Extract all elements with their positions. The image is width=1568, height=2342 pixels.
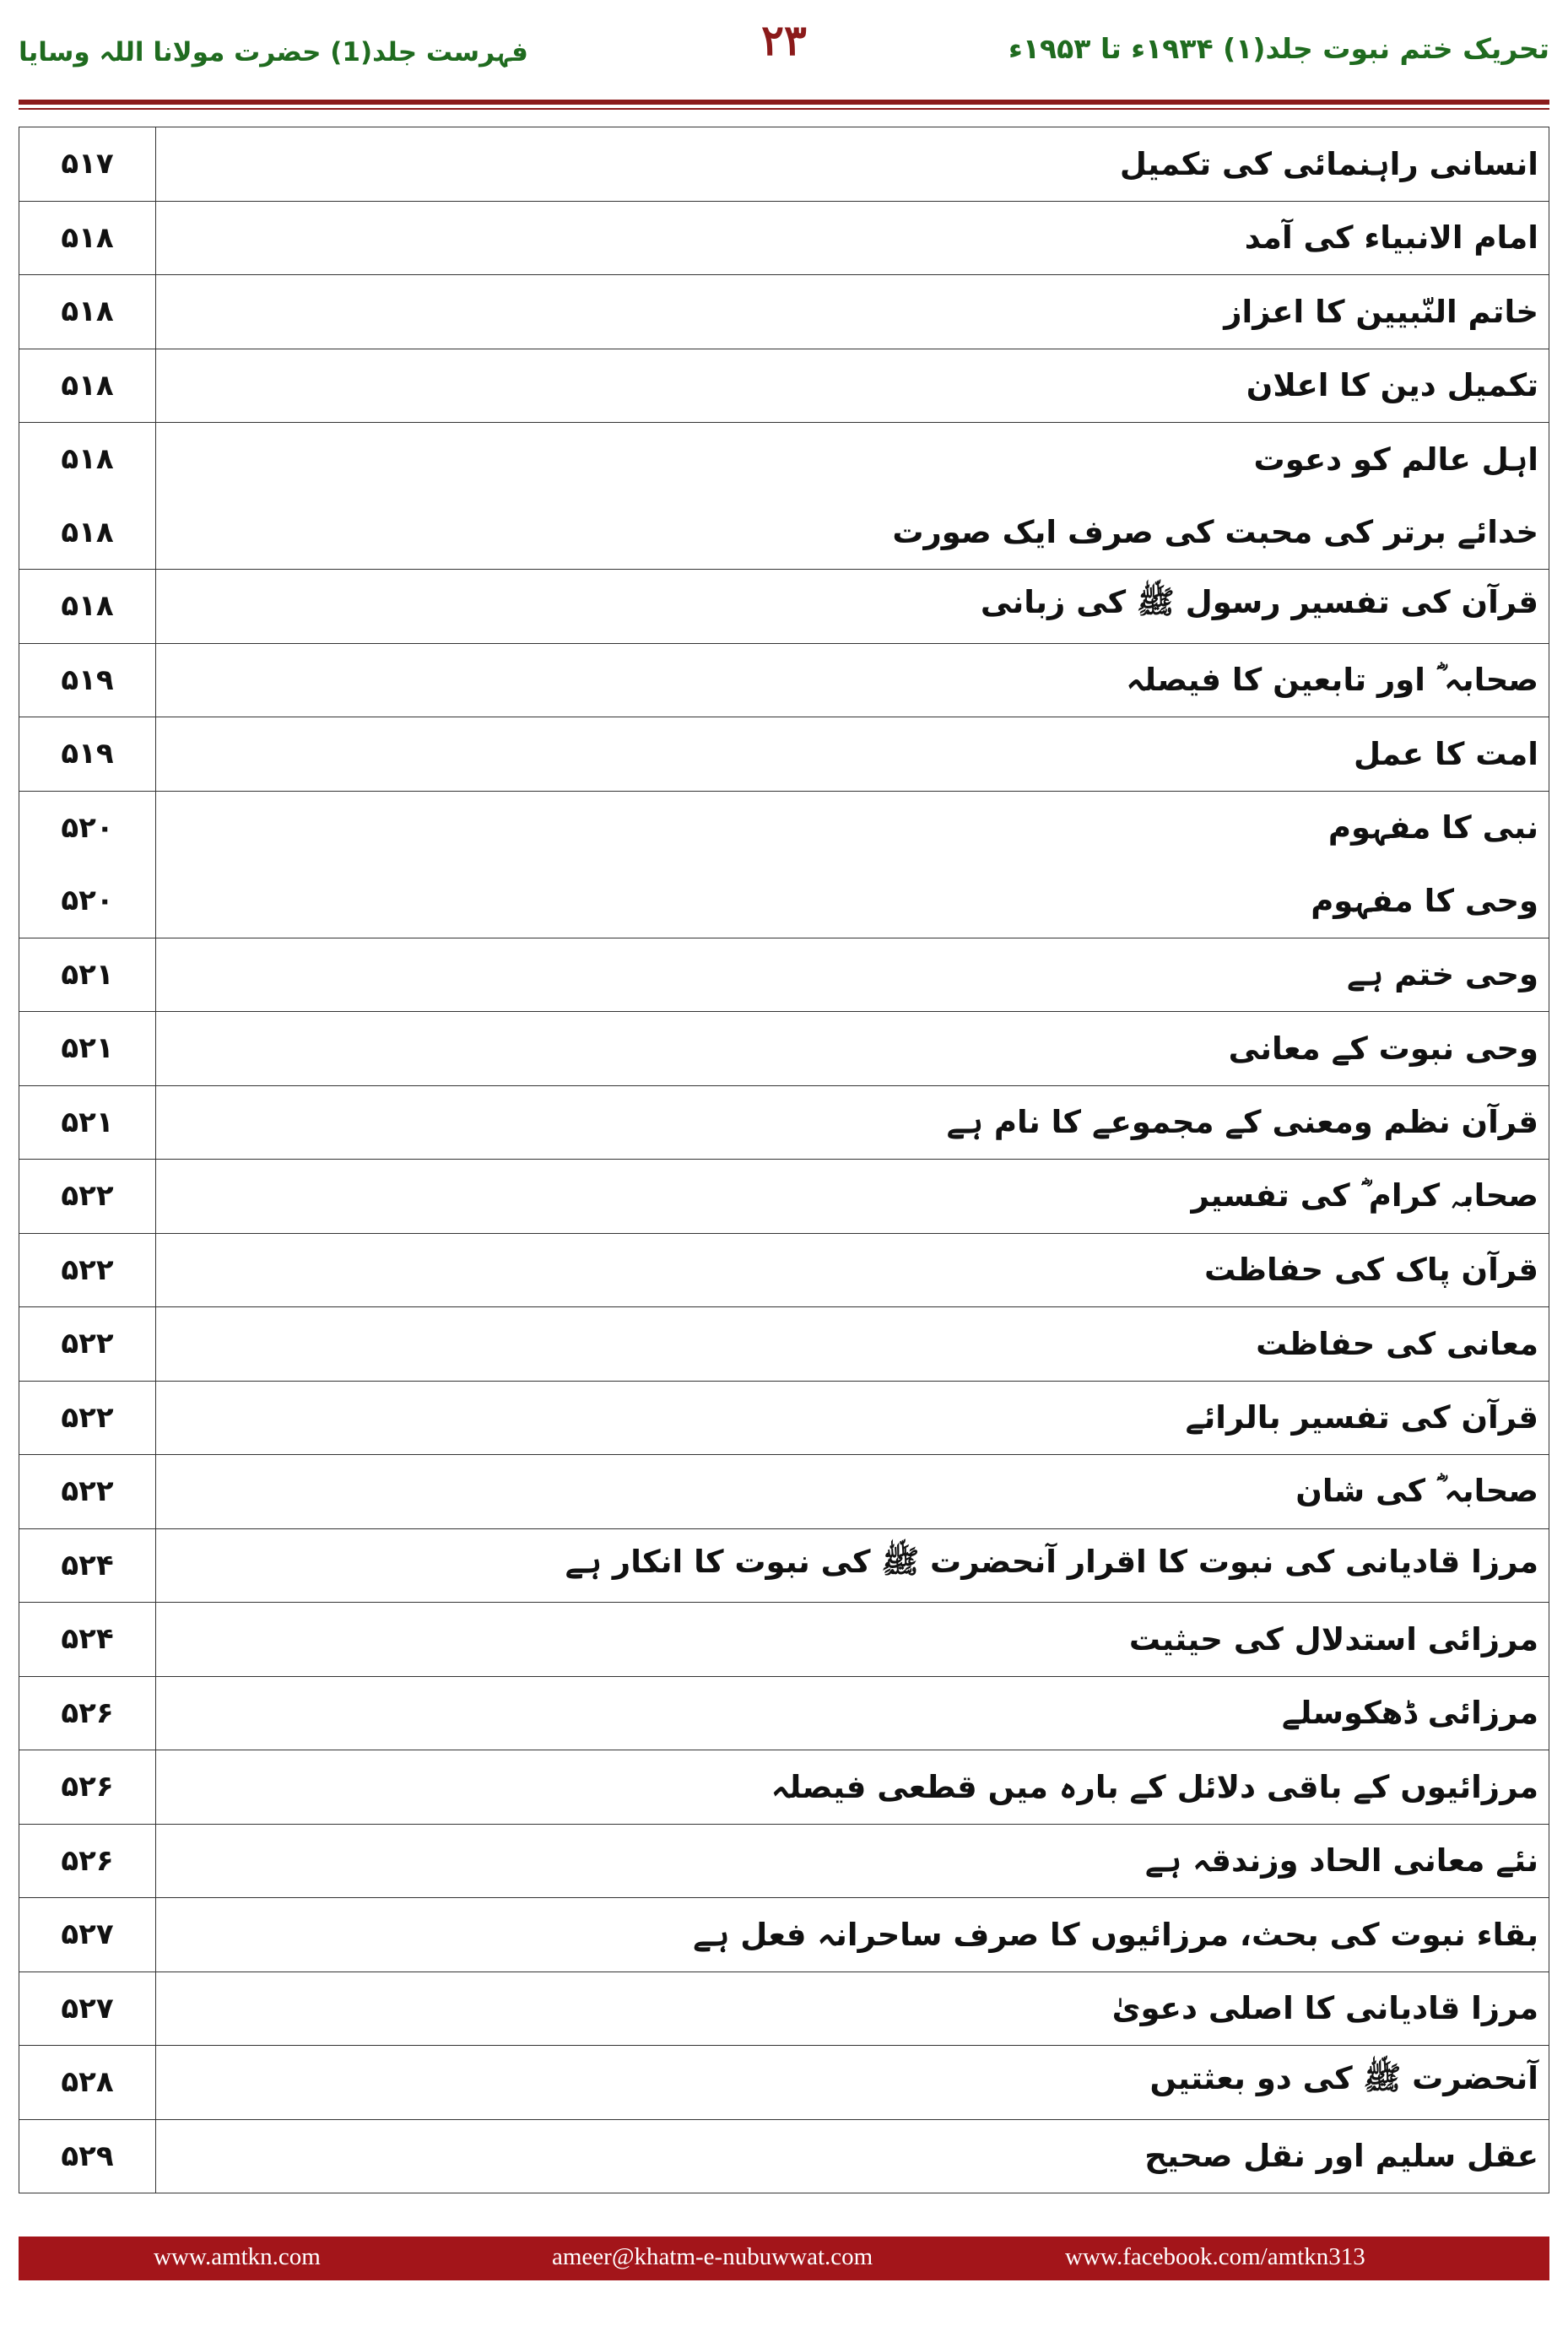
toc-page-number: ۵۱۸: [19, 496, 156, 570]
toc-entry-title: مرزائی ڈھکوسلے: [156, 1676, 1549, 1750]
toc-row: [19, 1528, 1549, 1603]
toc-entry-title: مرزائی استدلال کی حیثیت: [156, 1603, 1549, 1677]
toc-row: [19, 1381, 1549, 1455]
toc-row: [19, 791, 1549, 864]
toc-page-number: ۵۱۸: [19, 423, 156, 496]
toc-page-number: ۵۲۴: [19, 1528, 156, 1603]
toc-entry-title: امام الانبیاء کی آمد: [156, 201, 1549, 275]
toc-page-number: ۵۲۲: [19, 1307, 156, 1382]
toc-row: [19, 1676, 1549, 1750]
toc-page-number: ۵۲۶: [19, 1750, 156, 1825]
toc-page-number: ۵۲۱: [19, 938, 156, 1012]
toc-entry-title: بقاء نبوت کی بحث، مرزائیوں کا صرف ساحرانہ فعل ہے: [156, 1898, 1549, 1972]
toc-page-number: ۵۱۹: [19, 717, 156, 792]
toc-row: [19, 1160, 1549, 1234]
toc-page-number: ۵۲۲: [19, 1381, 156, 1455]
header-rule-thick: [19, 100, 1549, 105]
toc-row: [19, 349, 1549, 423]
toc-row: [19, 1233, 1549, 1307]
toc-row: [19, 275, 1549, 349]
toc-row: [19, 496, 1549, 570]
toc-row: [19, 864, 1549, 938]
toc-page-number: ۵۲۱: [19, 1085, 156, 1160]
toc-entry-title: انسانی راہنمائی کی تکمیل: [156, 127, 1549, 202]
toc-row: [19, 2046, 1549, 2120]
toc-row: [19, 1455, 1549, 1529]
toc-page-number: ۵۲۲: [19, 1233, 156, 1307]
toc-entry-title: تکمیل دین کا اعلان: [156, 349, 1549, 423]
toc-entry-title: نئے معانی الحاد وزندقہ ہے: [156, 1824, 1549, 1898]
toc-row: [19, 717, 1549, 792]
toc-row: [19, 2119, 1549, 2193]
contents-table: [19, 127, 1549, 2193]
toc-row: [19, 1603, 1549, 1677]
toc-entry-title: نبی کا مفہوم: [156, 791, 1549, 864]
toc-row: [19, 1750, 1549, 1825]
toc-row: [19, 1012, 1549, 1086]
toc-entry-title: آنحضرت ﷺ کی دو بعثتیں: [156, 2046, 1549, 2120]
toc-entry-title: قرآن نظم ومعنی کے مجموعے کا نام ہے: [156, 1085, 1549, 1160]
toc-page-number: ۵۱۸: [19, 570, 156, 644]
toc-page-number: ۵۲۱: [19, 1012, 156, 1086]
toc-row: [19, 570, 1549, 644]
toc-entry-title: قرآن پاک کی حفاظت: [156, 1233, 1549, 1307]
toc-page-number: ۵۲۹: [19, 2119, 156, 2193]
toc-row: [19, 127, 1549, 202]
toc-page-number: ۵۲۶: [19, 1676, 156, 1750]
toc-page-number: ۵۲۰: [19, 791, 156, 864]
toc-entry-title: مرزائیوں کے باقی دلائل کے بارہ میں قطعی فیصلہ: [156, 1750, 1549, 1825]
page-header: [0, 0, 1568, 105]
book-title: تحریک ختم نبوت جلد(۱) ۱۹۳۴ء تا ۱۹۵۳ء: [1008, 32, 1549, 65]
toc-page-number: ۵۱۹: [19, 643, 156, 717]
toc-entry-title: اہل عالم کو دعوت: [156, 423, 1549, 496]
toc-row: [19, 1085, 1549, 1160]
toc-entry-title: قرآن کی تفسیر بالرائے: [156, 1381, 1549, 1455]
toc-entry-title: معانی کی حفاظت: [156, 1307, 1549, 1382]
website-link[interactable]: www.amtkn.com: [154, 2243, 321, 2270]
toc-page-number: ۵۱۸: [19, 349, 156, 423]
toc-row: [19, 1898, 1549, 1972]
toc-entry-title: قرآن کی تفسیر رسول ﷺ کی زبانی: [156, 570, 1549, 644]
page-number: ۲۳: [761, 15, 807, 65]
toc-row: [19, 201, 1549, 275]
toc-page-number: ۵۲۷: [19, 1898, 156, 1972]
toc-entry-title: مرزا قادیانی کی نبوت کا اقرار آنحضرت ﷺ کی نبوت کا انکار ہے: [156, 1528, 1549, 1603]
toc-row: [19, 938, 1549, 1012]
facebook-link[interactable]: www.facebook.com/amtkn313: [1065, 2243, 1365, 2270]
toc-page-number: ۵۱۷: [19, 127, 156, 202]
toc-row: [19, 1971, 1549, 2046]
page-footer: [19, 2237, 1549, 2280]
toc-page-number: ۵۲۶: [19, 1824, 156, 1898]
toc-entry-title: وحی ختم ہے: [156, 938, 1549, 1012]
toc-entry-title: عقل سلیم اور نقل صحیح: [156, 2119, 1549, 2193]
toc-row: [19, 1307, 1549, 1382]
toc-page-number: ۵۲۲: [19, 1455, 156, 1529]
toc-entry-title: وحی کا مفہوم: [156, 864, 1549, 938]
toc-entry-title: وحی نبوت کے معانی: [156, 1012, 1549, 1086]
toc-page-number: ۵۲۰: [19, 864, 156, 938]
toc-entry-title: مرزا قادیانی کا اصلی دعویٰ: [156, 1971, 1549, 2046]
header-rule-thin: [19, 108, 1549, 110]
toc-page-number: ۵۲۴: [19, 1603, 156, 1677]
toc-page-number: ۵۲۸: [19, 2046, 156, 2120]
toc-row: [19, 1824, 1549, 1898]
toc-row: [19, 643, 1549, 717]
toc-entry-title: صحابہ ؓ اور تابعین کا فیصلہ: [156, 643, 1549, 717]
toc-entry-title: خاتم النّبیین کا اعزاز: [156, 275, 1549, 349]
toc-row: [19, 423, 1549, 496]
toc-entry-title: خدائے برتر کی محبت کی صرف ایک صورت: [156, 496, 1549, 570]
toc-page-number: ۵۱۸: [19, 275, 156, 349]
toc-entry-title: صحابہ ؓ کی شان: [156, 1455, 1549, 1529]
toc-page-number: ۵۲۲: [19, 1160, 156, 1234]
index-title: فہرست جلد(1) حضرت مولانا اللہ وسایا: [19, 37, 528, 68]
toc-entry-title: امت کا عمل: [156, 717, 1549, 792]
toc-page-number: ۵۲۷: [19, 1971, 156, 2046]
email-link[interactable]: ameer@khatm-e-nubuwwat.com: [552, 2243, 873, 2270]
toc-entry-title: صحابہ کرام ؓ کی تفسیر: [156, 1160, 1549, 1234]
toc-page-number: ۵۱۸: [19, 201, 156, 275]
